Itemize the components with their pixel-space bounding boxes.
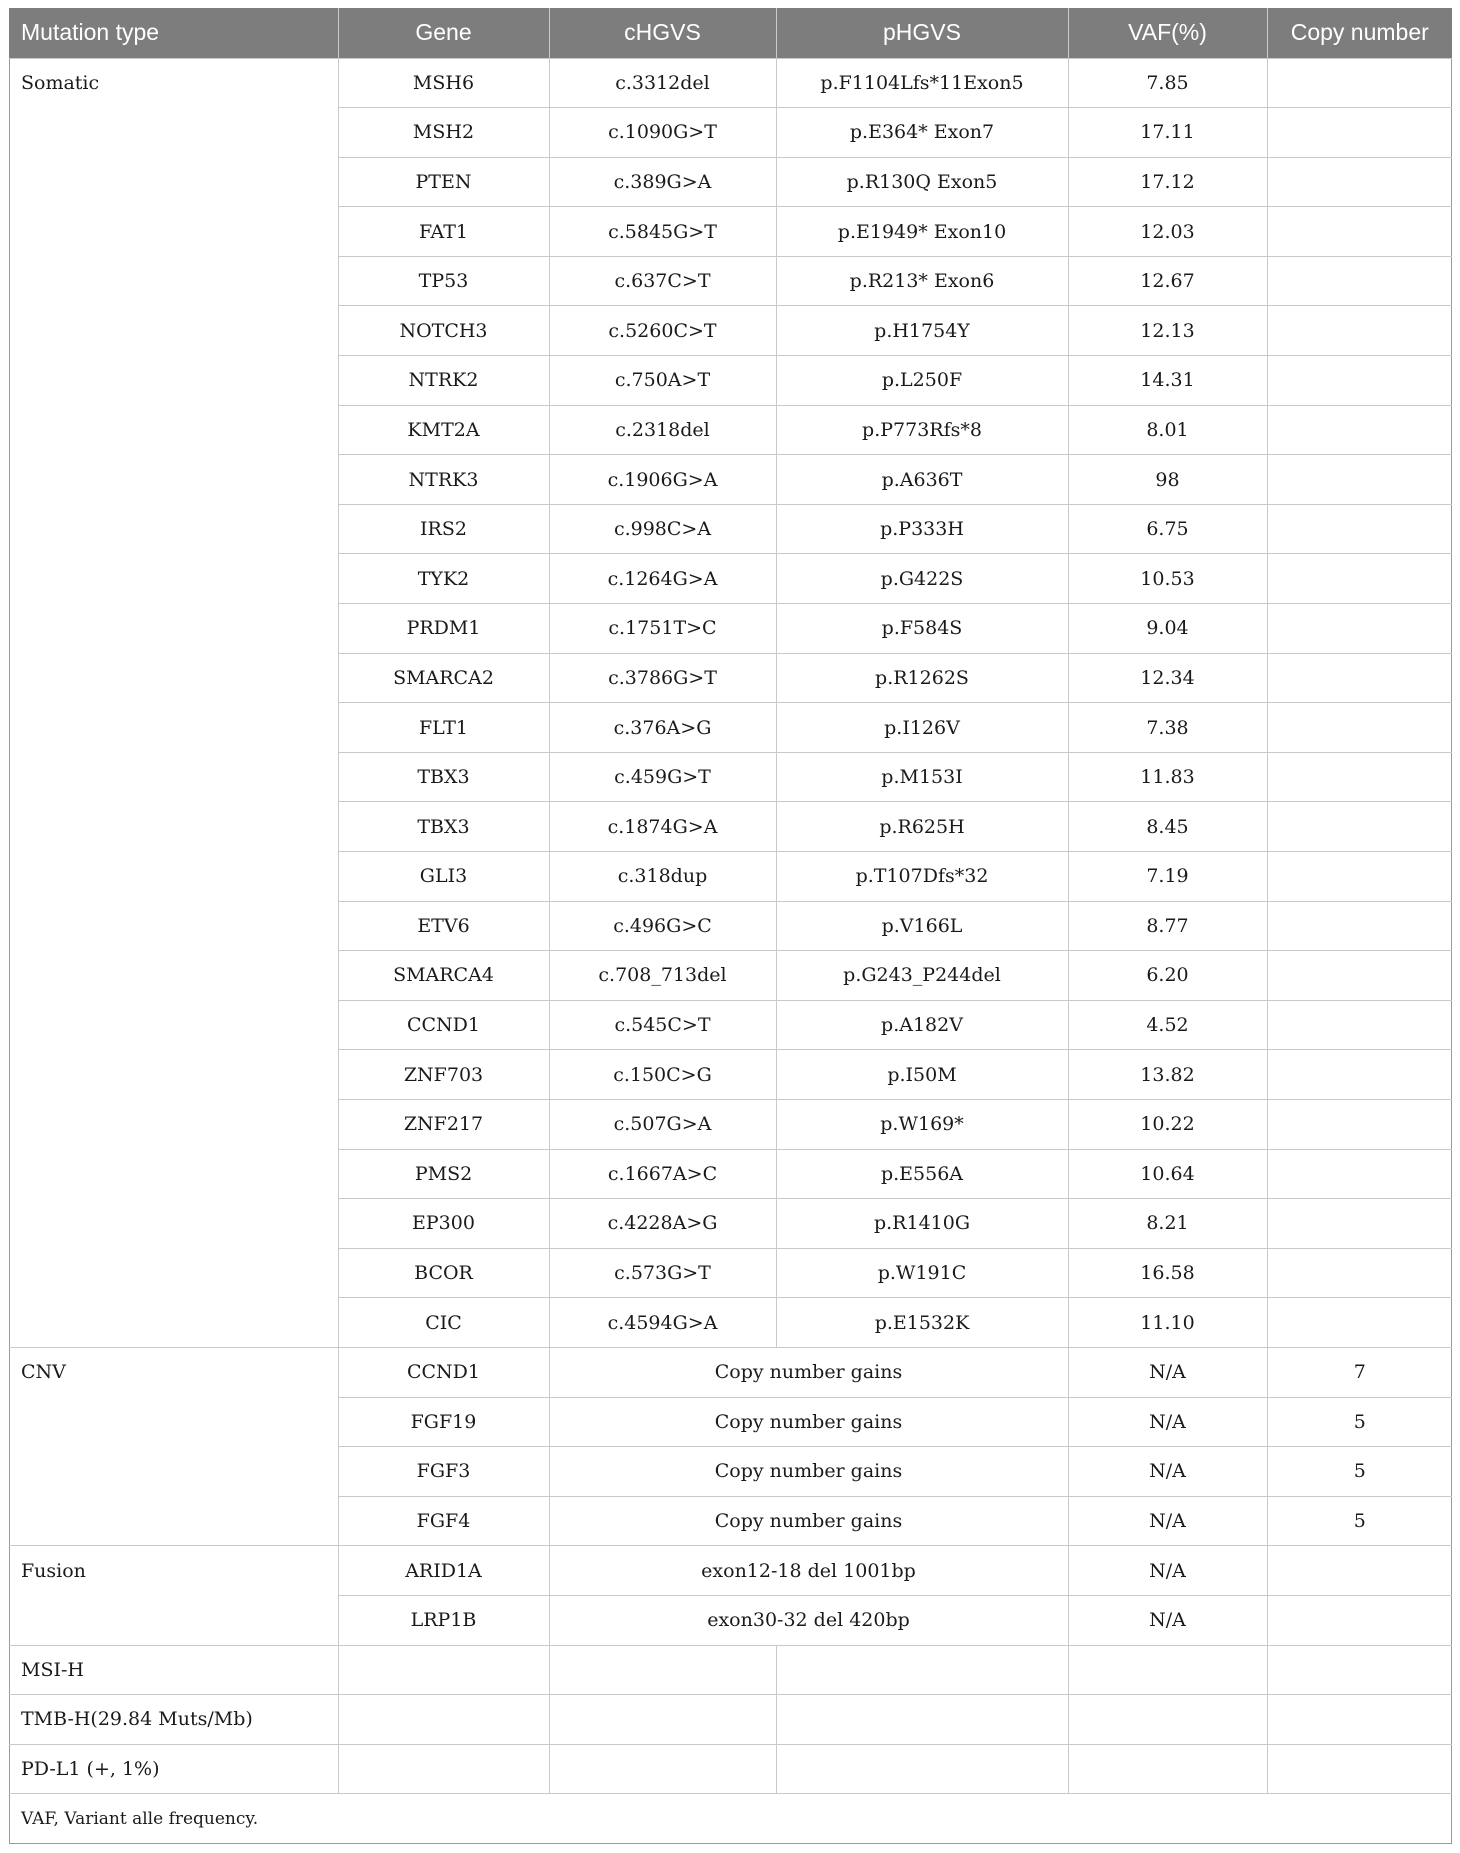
table-row xyxy=(9,405,1452,455)
copy-number-cell xyxy=(1267,405,1452,455)
mutation-type-cell xyxy=(9,1099,338,1149)
table-row xyxy=(9,1099,1452,1149)
column-header: Gene xyxy=(338,8,549,58)
phgvs-cell: p.P773Rfs*8 xyxy=(776,405,1068,455)
gene-cell: FGF4 xyxy=(338,1496,549,1546)
copy-number-cell xyxy=(1267,1000,1452,1050)
empty-cell xyxy=(1267,1695,1452,1745)
copy-number-cell xyxy=(1267,504,1452,554)
chgvs-cell: c.1264G>A xyxy=(549,554,776,604)
empty-cell xyxy=(338,1645,549,1695)
table-row xyxy=(9,1595,1452,1645)
column-header: cHGVS xyxy=(549,8,776,58)
gene-cell: ZNF703 xyxy=(338,1050,549,1100)
vaf-cell: 8.45 xyxy=(1068,802,1267,852)
chgvs-cell: c.998C>A xyxy=(549,504,776,554)
chgvs-cell: c.389G>A xyxy=(549,157,776,207)
gene-cell: MSH6 xyxy=(338,58,549,108)
chgvs-cell: c.507G>A xyxy=(549,1099,776,1149)
gene-cell: PTEN xyxy=(338,157,549,207)
vaf-cell: N/A xyxy=(1068,1546,1267,1596)
copy-number-cell xyxy=(1267,108,1452,158)
mutation-type-cell xyxy=(9,1199,338,1249)
table-row xyxy=(9,356,1452,406)
table-row xyxy=(9,951,1452,1001)
copy-number-cell xyxy=(1267,852,1452,902)
empty-cell xyxy=(776,1695,1068,1745)
mutation-type-cell xyxy=(9,1496,338,1546)
table-row xyxy=(9,653,1452,703)
mutation-type-cell xyxy=(9,1050,338,1100)
copy-number-cell: 5 xyxy=(1267,1447,1452,1497)
footnote-row xyxy=(9,1794,1452,1844)
chgvs-cell: c.376A>G xyxy=(549,703,776,753)
table-row xyxy=(9,1298,1452,1348)
header-row xyxy=(9,8,1452,58)
table-row xyxy=(9,207,1452,257)
biomarker-cell: PD-L1 (+, 1%) xyxy=(9,1744,338,1794)
gene-cell: NTRK3 xyxy=(338,455,549,505)
mutation-type-cell xyxy=(9,356,338,406)
copy-number-cell xyxy=(1267,802,1452,852)
mutation-type-cell xyxy=(9,802,338,852)
mutation-table xyxy=(9,8,1452,1843)
mutation-type-cell xyxy=(9,752,338,802)
copy-number-cell xyxy=(1267,1199,1452,1249)
phgvs-cell: p.W169* xyxy=(776,1099,1068,1149)
mutation-type-cell xyxy=(9,108,338,158)
chgvs-cell: c.496G>C xyxy=(549,901,776,951)
phgvs-cell: p.E1949* Exon10 xyxy=(776,207,1068,257)
empty-cell xyxy=(1267,1744,1452,1794)
copy-number-cell xyxy=(1267,1050,1452,1100)
phgvs-cell: p.A182V xyxy=(776,1000,1068,1050)
copy-number-cell xyxy=(1267,1099,1452,1149)
vaf-cell: N/A xyxy=(1068,1347,1267,1397)
phgvs-cell: p.P333H xyxy=(776,504,1068,554)
table-row xyxy=(9,1347,1452,1397)
gene-cell: FAT1 xyxy=(338,207,549,257)
gene-cell: SMARCA4 xyxy=(338,951,549,1001)
copy-number-cell xyxy=(1267,306,1452,356)
table-row xyxy=(9,1744,1452,1794)
copy-number-cell xyxy=(1267,653,1452,703)
chgvs-cell: c.1090G>T xyxy=(549,108,776,158)
description-cell: Copy number gains xyxy=(549,1496,1068,1546)
chgvs-cell: c.2318del xyxy=(549,405,776,455)
gene-cell: MSH2 xyxy=(338,108,549,158)
copy-number-cell xyxy=(1267,58,1452,108)
mutation-type-cell: Fusion xyxy=(9,1546,338,1596)
mutation-type-cell xyxy=(9,405,338,455)
chgvs-cell: c.1667A>C xyxy=(549,1149,776,1199)
vaf-cell: 13.82 xyxy=(1068,1050,1267,1100)
column-header: pHGVS xyxy=(776,8,1068,58)
vaf-cell: 6.75 xyxy=(1068,504,1267,554)
gene-cell: ETV6 xyxy=(338,901,549,951)
gene-cell: GLI3 xyxy=(338,852,549,902)
vaf-cell: 8.01 xyxy=(1068,405,1267,455)
mutation-type-cell xyxy=(9,1248,338,1298)
phgvs-cell: p.E364* Exon7 xyxy=(776,108,1068,158)
table-row xyxy=(9,852,1452,902)
vaf-cell: N/A xyxy=(1068,1595,1267,1645)
empty-cell xyxy=(1068,1695,1267,1745)
table-row xyxy=(9,1397,1452,1447)
phgvs-cell: p.T107Dfs*32 xyxy=(776,852,1068,902)
copy-number-cell xyxy=(1267,455,1452,505)
table-row xyxy=(9,1496,1452,1546)
phgvs-cell: p.R1410G xyxy=(776,1199,1068,1249)
gene-cell: FLT1 xyxy=(338,703,549,753)
vaf-cell: N/A xyxy=(1068,1496,1267,1546)
column-header: Copy number xyxy=(1290,19,1429,46)
column-header: Mutation type xyxy=(9,8,338,58)
empty-cell xyxy=(1068,1645,1267,1695)
chgvs-cell: c.750A>T xyxy=(549,356,776,406)
phgvs-cell: p.W191C xyxy=(776,1248,1068,1298)
vaf-cell: 10.53 xyxy=(1068,554,1267,604)
mutation-type-cell xyxy=(9,455,338,505)
gene-cell: SMARCA2 xyxy=(338,653,549,703)
mutation-type-cell xyxy=(9,256,338,306)
gene-cell: FGF3 xyxy=(338,1447,549,1497)
vaf-cell: N/A xyxy=(1068,1397,1267,1447)
phgvs-cell: p.G243_P244del xyxy=(776,951,1068,1001)
mutation-type-cell xyxy=(9,1000,338,1050)
gene-cell: CCND1 xyxy=(338,1000,549,1050)
copy-number-cell xyxy=(1267,1546,1452,1596)
biomarker-cell: MSI-H xyxy=(9,1645,338,1695)
footnote: VAF, Variant alle frequency. xyxy=(9,1794,1452,1844)
mutation-type-cell xyxy=(9,1397,338,1447)
gene-cell: NTRK2 xyxy=(338,356,549,406)
vaf-cell: 10.22 xyxy=(1068,1099,1267,1149)
description-cell: Copy number gains xyxy=(549,1347,1068,1397)
chgvs-cell: c.4594G>A xyxy=(549,1298,776,1348)
mutation-type-cell xyxy=(9,951,338,1001)
gene-cell: PRDM1 xyxy=(338,604,549,654)
table-row xyxy=(9,1695,1452,1745)
gene-cell: BCOR xyxy=(338,1248,549,1298)
table-row xyxy=(9,1447,1452,1497)
vaf-cell: 7.19 xyxy=(1068,852,1267,902)
copy-number-cell xyxy=(1267,1149,1452,1199)
phgvs-cell: p.G422S xyxy=(776,554,1068,604)
table-row xyxy=(9,504,1452,554)
vaf-cell: 12.67 xyxy=(1068,256,1267,306)
copy-number-cell xyxy=(1267,554,1452,604)
vaf-cell: 98 xyxy=(1068,455,1267,505)
phgvs-cell: p.L250F xyxy=(776,356,1068,406)
phgvs-cell: p.R130Q Exon5 xyxy=(776,157,1068,207)
vaf-cell: 8.77 xyxy=(1068,901,1267,951)
vaf-cell: 4.52 xyxy=(1068,1000,1267,1050)
phgvs-cell: p.H1754Y xyxy=(776,306,1068,356)
copy-number-cell: 7 xyxy=(1267,1347,1452,1397)
table-row xyxy=(9,58,1452,108)
vaf-cell: 16.58 xyxy=(1068,1248,1267,1298)
gene-cell: PMS2 xyxy=(338,1149,549,1199)
gene-cell: NOTCH3 xyxy=(338,306,549,356)
gene-cell: CCND1 xyxy=(338,1347,549,1397)
mutation-type-cell xyxy=(9,852,338,902)
table-row xyxy=(9,1050,1452,1100)
table-row xyxy=(9,455,1452,505)
gene-cell: CIC xyxy=(338,1298,549,1348)
mutation-type-cell xyxy=(9,1447,338,1497)
table-row xyxy=(9,802,1452,852)
table-row xyxy=(9,752,1452,802)
vaf-cell: 8.21 xyxy=(1068,1199,1267,1249)
table-row xyxy=(9,1546,1452,1596)
chgvs-cell: c.4228A>G xyxy=(549,1199,776,1249)
chgvs-cell: c.1874G>A xyxy=(549,802,776,852)
table-row xyxy=(9,901,1452,951)
phgvs-cell: p.E1532K xyxy=(776,1298,1068,1348)
gene-cell: ZNF217 xyxy=(338,1099,549,1149)
description-cell: Copy number gains xyxy=(549,1397,1068,1447)
description-cell: exon12-18 del 1001bp xyxy=(549,1546,1068,1596)
phgvs-cell: p.R213* Exon6 xyxy=(776,256,1068,306)
empty-cell xyxy=(338,1695,549,1745)
copy-number-cell: 5 xyxy=(1267,1496,1452,1546)
gene-cell: IRS2 xyxy=(338,504,549,554)
mutation-type-cell xyxy=(9,1298,338,1348)
chgvs-cell: c.637C>T xyxy=(549,256,776,306)
table-row xyxy=(9,1248,1452,1298)
table-row xyxy=(9,703,1452,753)
vaf-cell: 12.03 xyxy=(1068,207,1267,257)
vaf-cell: N/A xyxy=(1068,1447,1267,1497)
chgvs-cell: c.318dup xyxy=(549,852,776,902)
mutation-type-cell xyxy=(9,306,338,356)
table-row xyxy=(9,554,1452,604)
vaf-cell: 12.34 xyxy=(1068,653,1267,703)
mutation-type-cell xyxy=(9,901,338,951)
vaf-cell: 11.83 xyxy=(1068,752,1267,802)
table-row xyxy=(9,157,1452,207)
table-row xyxy=(9,1000,1452,1050)
table-row xyxy=(9,256,1452,306)
copy-number-cell xyxy=(1267,356,1452,406)
copy-number-cell xyxy=(1267,901,1452,951)
table-row xyxy=(9,1149,1452,1199)
empty-cell xyxy=(1267,1645,1452,1695)
phgvs-cell: p.F1104Lfs*11Exon5 xyxy=(776,58,1068,108)
vaf-cell: 9.04 xyxy=(1068,604,1267,654)
phgvs-cell: p.E556A xyxy=(776,1149,1068,1199)
gene-cell: KMT2A xyxy=(338,405,549,455)
chgvs-cell: c.459G>T xyxy=(549,752,776,802)
chgvs-cell: c.3786G>T xyxy=(549,653,776,703)
mutation-type-cell xyxy=(9,1149,338,1199)
copy-number-cell xyxy=(1267,703,1452,753)
chgvs-cell: c.1751T>C xyxy=(549,604,776,654)
biomarker-cell: TMB-H(29.84 Muts/Mb) xyxy=(9,1695,338,1745)
gene-cell: TYK2 xyxy=(338,554,549,604)
chgvs-cell: c.708_713del xyxy=(549,951,776,1001)
copy-number-cell xyxy=(1267,1248,1452,1298)
description-cell: exon30-32 del 420bp xyxy=(549,1595,1068,1645)
vaf-cell: 17.11 xyxy=(1068,108,1267,158)
vaf-cell: 12.13 xyxy=(1068,306,1267,356)
copy-number-cell xyxy=(1267,951,1452,1001)
copy-number-cell xyxy=(1267,604,1452,654)
phgvs-cell: p.A636T xyxy=(776,455,1068,505)
phgvs-cell: p.F584S xyxy=(776,604,1068,654)
gene-cell: TBX3 xyxy=(338,802,549,852)
chgvs-cell: c.150C>G xyxy=(549,1050,776,1100)
chgvs-cell: c.545C>T xyxy=(549,1000,776,1050)
vaf-cell: 14.31 xyxy=(1068,356,1267,406)
mutation-type-cell xyxy=(9,604,338,654)
table-row xyxy=(9,604,1452,654)
empty-cell xyxy=(776,1645,1068,1695)
table-row xyxy=(9,108,1452,158)
table-row xyxy=(9,306,1452,356)
chgvs-cell: c.573G>T xyxy=(549,1248,776,1298)
gene-cell: ARID1A xyxy=(338,1546,549,1596)
empty-cell xyxy=(549,1744,776,1794)
description-cell: Copy number gains xyxy=(549,1447,1068,1497)
chgvs-cell: c.1906G>A xyxy=(549,455,776,505)
gene-cell: FGF19 xyxy=(338,1397,549,1447)
table-header xyxy=(9,8,1452,58)
empty-cell xyxy=(549,1645,776,1695)
gene-cell: LRP1B xyxy=(338,1595,549,1645)
mutation-type-cell: Somatic xyxy=(9,58,338,108)
mutation-type-cell xyxy=(9,207,338,257)
table-row xyxy=(9,1645,1452,1695)
mutation-type-cell: CNV xyxy=(9,1347,338,1397)
vaf-cell: 10.64 xyxy=(1068,1149,1267,1199)
gene-cell: TP53 xyxy=(338,256,549,306)
chgvs-cell: c.3312del xyxy=(549,58,776,108)
gene-cell: TBX3 xyxy=(338,752,549,802)
chgvs-cell: c.5845G>T xyxy=(549,207,776,257)
vaf-cell: 7.85 xyxy=(1068,58,1267,108)
phgvs-cell: p.R625H xyxy=(776,802,1068,852)
phgvs-cell: p.R1262S xyxy=(776,653,1068,703)
mutation-type-cell xyxy=(9,554,338,604)
mutation-type-cell xyxy=(9,653,338,703)
vaf-cell: 17.12 xyxy=(1068,157,1267,207)
empty-cell xyxy=(1068,1744,1267,1794)
vaf-cell: 6.20 xyxy=(1068,951,1267,1001)
copy-number-cell xyxy=(1267,256,1452,306)
phgvs-cell: p.I50M xyxy=(776,1050,1068,1100)
copy-number-cell: 5 xyxy=(1267,1397,1452,1447)
phgvs-cell: p.M153I xyxy=(776,752,1068,802)
table-body xyxy=(9,58,1452,1843)
empty-cell xyxy=(549,1695,776,1745)
copy-number-cell xyxy=(1267,752,1452,802)
column-header: VAF(%) xyxy=(1068,8,1267,58)
phgvs-cell: p.V166L xyxy=(776,901,1068,951)
table-row xyxy=(9,1199,1452,1249)
copy-number-cell xyxy=(1267,1595,1452,1645)
copy-number-cell xyxy=(1267,207,1452,257)
gene-cell: EP300 xyxy=(338,1199,549,1249)
mutation-type-cell xyxy=(9,157,338,207)
phgvs-cell: p.I126V xyxy=(776,703,1068,753)
chgvs-cell: c.5260C>T xyxy=(549,306,776,356)
vaf-cell: 11.10 xyxy=(1068,1298,1267,1348)
empty-cell xyxy=(338,1744,549,1794)
mutation-type-cell xyxy=(9,504,338,554)
copy-number-cell xyxy=(1267,1298,1452,1348)
mutation-type-cell xyxy=(9,1595,338,1645)
empty-cell xyxy=(776,1744,1068,1794)
copy-number-cell xyxy=(1267,157,1452,207)
mutation-type-cell xyxy=(9,703,338,753)
vaf-cell: 7.38 xyxy=(1068,703,1267,753)
